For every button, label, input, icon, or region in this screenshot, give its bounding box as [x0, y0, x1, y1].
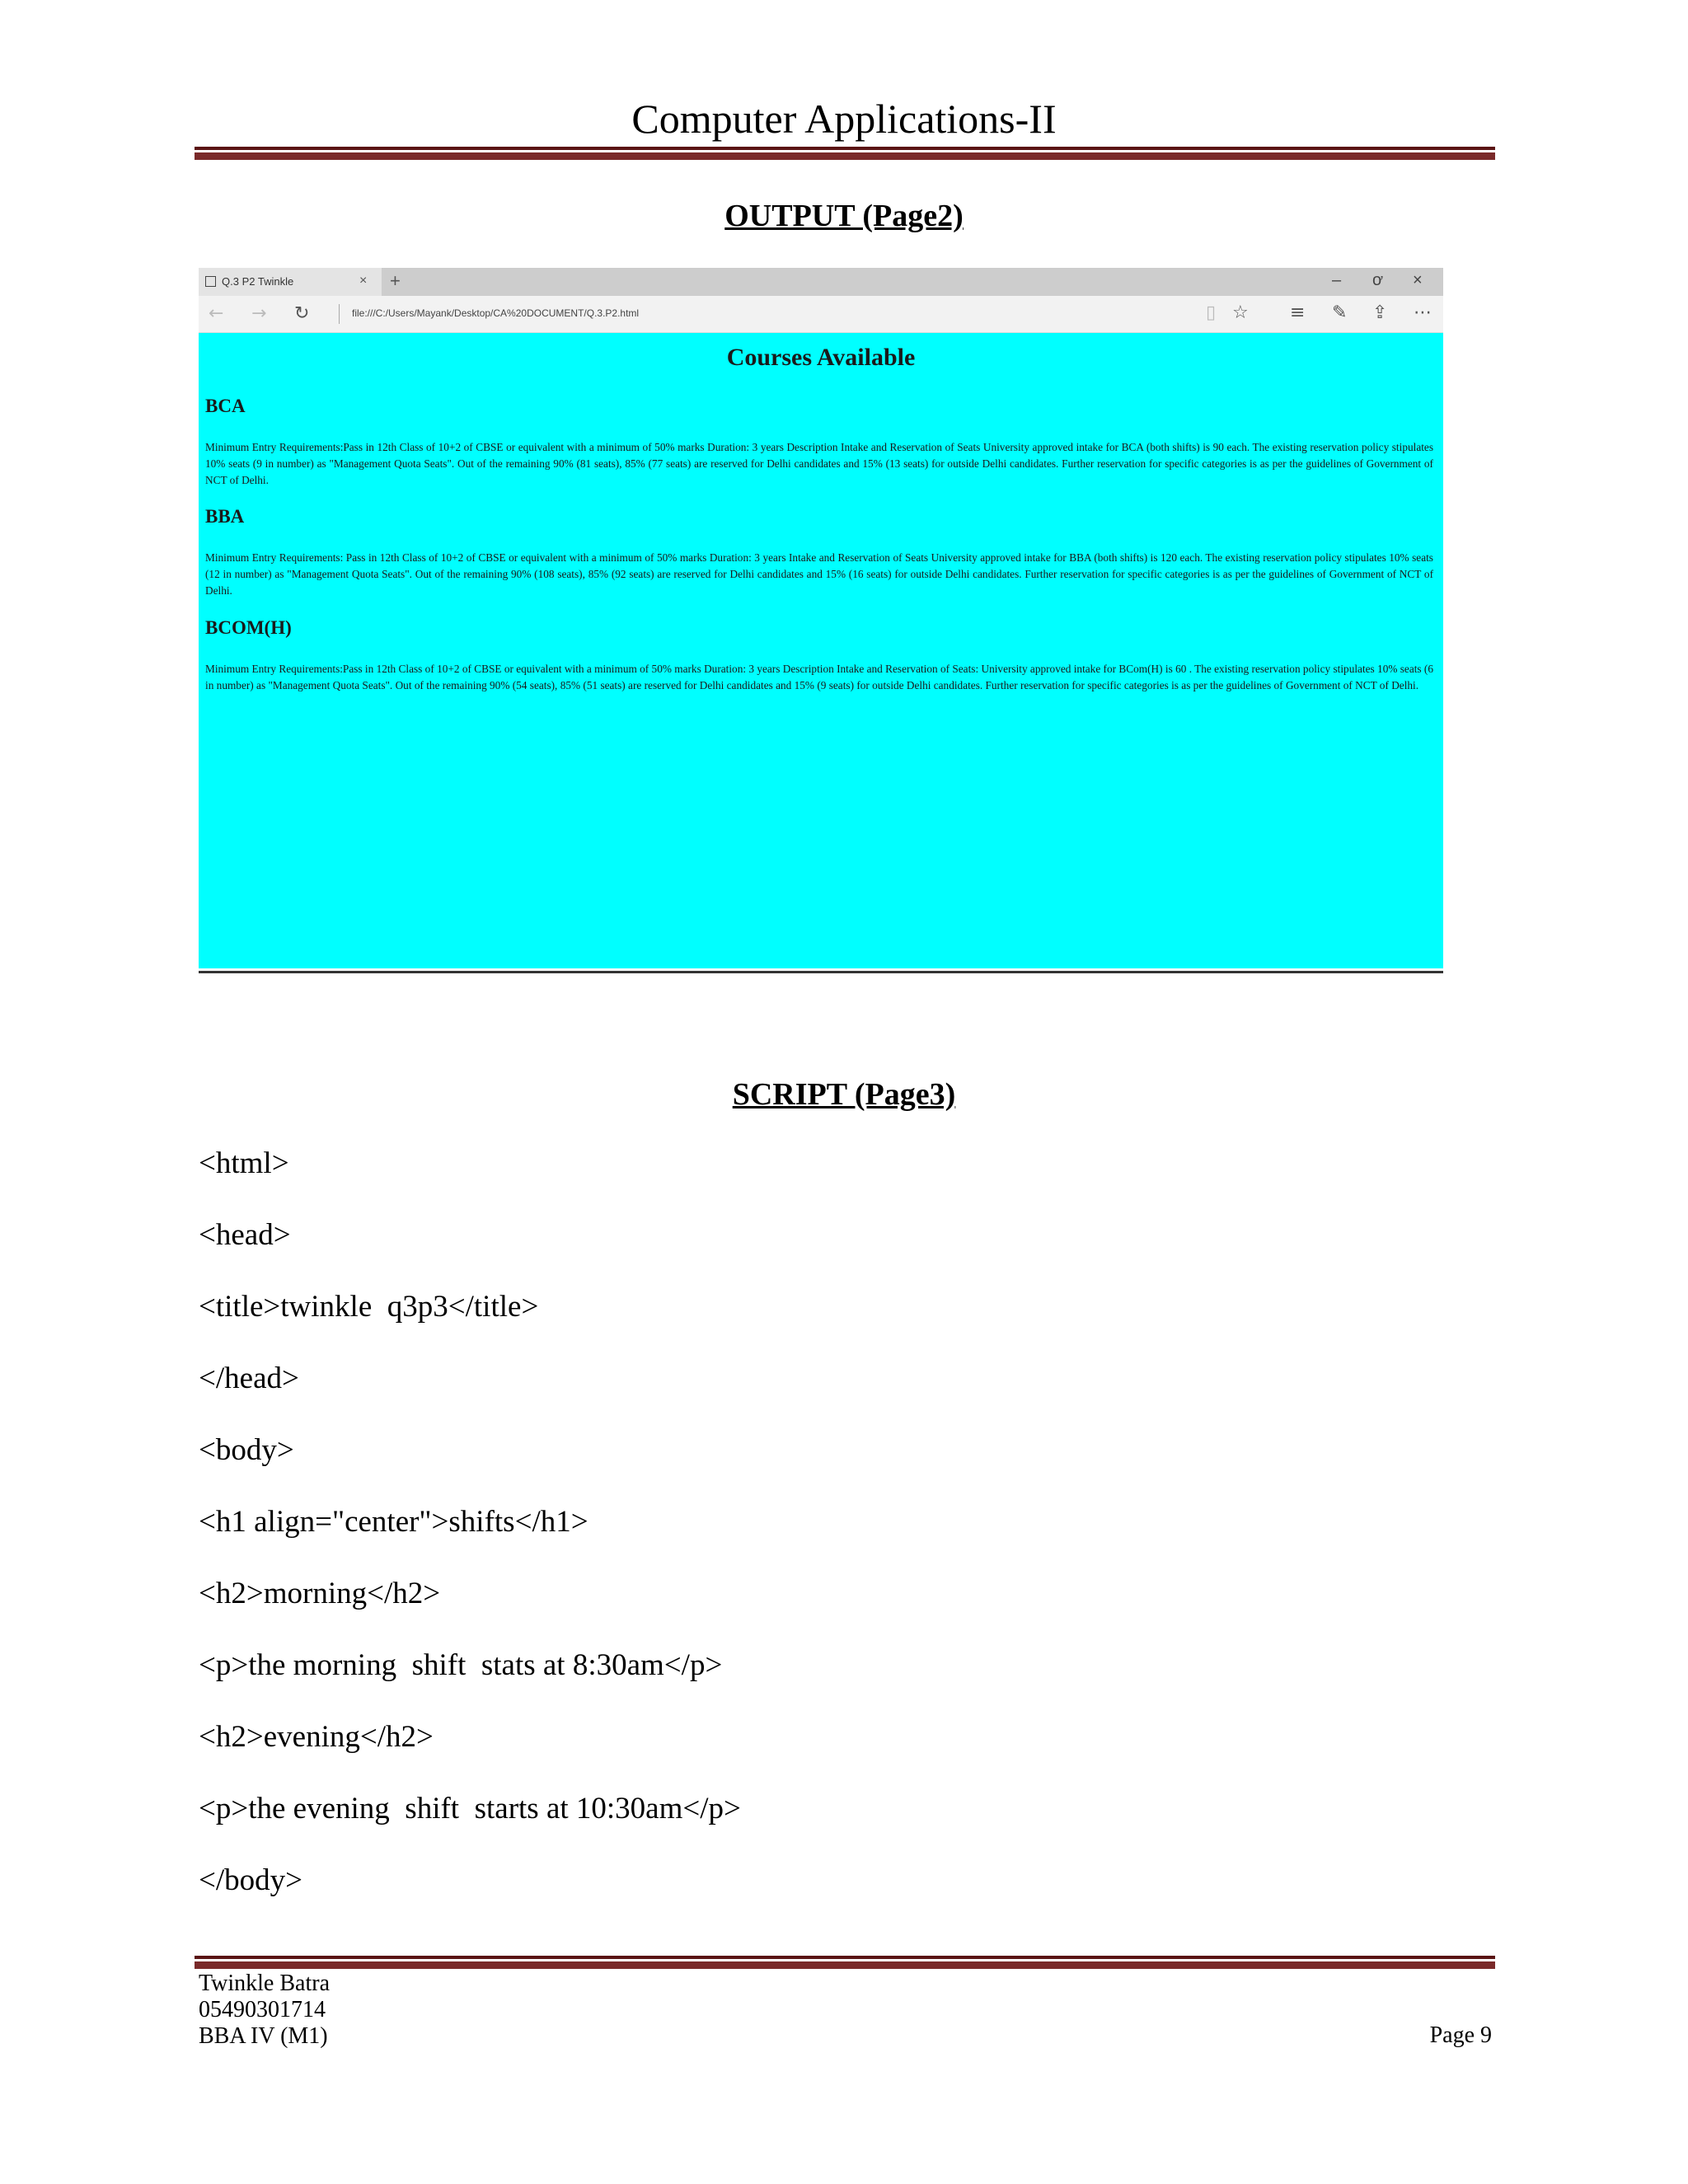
footer-id: 05490301714 — [199, 1997, 326, 2022]
page-number: Page 9 — [1429, 2022, 1492, 2048]
code-line: <p>the morning shift stats at 8:30am</p> — [199, 1648, 723, 1682]
courses-heading: Courses Available — [726, 344, 916, 371]
more-icon[interactable]: ⋯ — [1414, 302, 1432, 323]
code-line: </head> — [199, 1361, 299, 1395]
code-line: <p>the evening shift starts at 10:30am</p> — [199, 1792, 741, 1825]
code-line: <h2>evening</h2> — [199, 1720, 434, 1754]
bcom-paragraph: Minimum Entry Requirements:Pass in 12th Class of 10+2 of CBSE or equivalent with a minimum of 50% marks Duration: 3 years Description Intake and Reservation of Seats: University approved intake for BCom(H) is 60 . The existing reservation policy stipulates 10% seats (6 in number) as "Management Quota Seats". Out of the remaining 90% (54 seats), 85% (51 seats) are reserved for Delhi candidates and 15% (9 seats) for outside Delhi candidates. Further reservation for specific categories is as per the guidelines of Government of NCT of Delhi. — [205, 663, 1433, 691]
bba-heading: BBA — [205, 506, 245, 527]
footer-rule — [195, 1956, 1495, 1969]
forward-icon[interactable]: → — [251, 303, 267, 324]
minimize-icon[interactable]: – — [1332, 271, 1342, 289]
output-section-title: OUTPUT (Page2) — [724, 199, 964, 233]
bcom-heading: BCOM(H) — [205, 617, 292, 638]
code-line: </body> — [199, 1863, 303, 1897]
web-note-icon[interactable]: ✎ — [1332, 302, 1348, 323]
code-line: <h1 align="center">shifts</h1> — [199, 1505, 588, 1539]
url-field[interactable]: file:///C:/Users/Mayank/Desktop/CA%20DOCUMENT/Q.3.P2.html — [352, 307, 640, 319]
browser-address-bar — [199, 296, 1443, 333]
browser-tab-bar — [199, 268, 1443, 296]
page-icon — [205, 276, 216, 287]
close-window-icon[interactable]: × — [1413, 271, 1423, 289]
code-line: <html> — [199, 1146, 289, 1180]
bca-heading: BCA — [205, 396, 246, 416]
browser-tab[interactable] — [199, 268, 382, 296]
header-rule — [195, 147, 1495, 160]
share-icon[interactable]: ⇪ — [1372, 302, 1388, 323]
footer-class: BBA IV (M1) — [199, 2023, 328, 2049]
reading-view-icon[interactable]: ▯ — [1206, 302, 1217, 323]
hub-icon[interactable]: ≡ — [1290, 302, 1306, 323]
back-icon[interactable]: ← — [209, 303, 224, 324]
document-header-title: Computer Applications-II — [631, 96, 1057, 142]
tab-title: Q.3 P2 Twinkle — [222, 275, 294, 288]
refresh-icon[interactable]: ↻ — [294, 303, 310, 324]
new-tab-icon[interactable]: + — [390, 270, 401, 291]
maximize-icon[interactable]: ơ — [1372, 271, 1384, 289]
script-section-title: SCRIPT (Page3) — [732, 1077, 956, 1112]
bca-paragraph: Minimum Entry Requirements:Pass in 12th Class of 10+2 of CBSE or equivalent with a minimum of 50% marks Duration: 3 years Description Intake and Reservation of Seats University approved intake for BCA (both shifts) is 90 each. The existing reservation policy stipulates 10% seats (9 in number) as "Management Quota Seats". Out of the remaining 90% (81 seats), 85% (77 seats) are reserved for Delhi candidates and 15% (13 seats) for outside Delhi candidates. Further reservation for specific categories is as per the guidelines of Government of NCT of Delhi. — [205, 441, 1433, 486]
code-line: <h2>morning</h2> — [199, 1577, 441, 1610]
footer-name: Twinkle Batra — [199, 1971, 330, 1996]
code-line: <body> — [199, 1433, 294, 1467]
code-line: <head> — [199, 1218, 291, 1252]
browser-page-content — [199, 333, 1443, 968]
bba-paragraph: Minimum Entry Requirements: Pass in 12th Class of 10+2 of CBSE or equivalent with a minimum of 50% marks Duration: 3 years Intake and Reservation of Seats University approved intake for BBA (both shifts) is 120 each. The existing reservation policy stipulates 10% seats (12 in number) as "Management Quota Seats". Out of the remaining 90% (108 seats), 85% (92 seats) are reserved for Delhi candidates and 15% (16 seats) for outside Delhi candidates. Further reservation for specific categories is as per the guidelines of Government of NCT of Delhi. — [205, 551, 1433, 597]
tab-close-icon[interactable]: × — [359, 274, 368, 288]
browser-screenshot — [199, 268, 1443, 973]
favorite-icon[interactable]: ☆ — [1232, 302, 1249, 323]
code-line: <title>twinkle q3p3</title> — [199, 1290, 539, 1324]
